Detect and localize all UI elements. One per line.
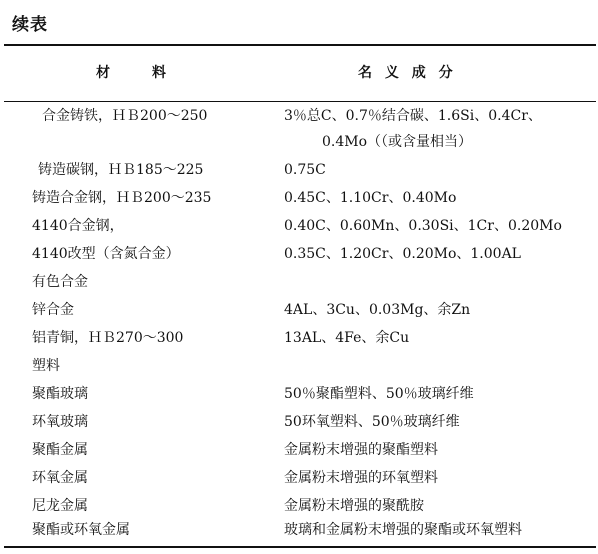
composition-cell: 金属粉末增强的聚酰胺 [284,498,424,514]
table-row [0,158,598,182]
material-cell: 环氧金属 [32,470,88,486]
table-row [0,438,598,462]
table-top-rule [4,44,596,46]
material-cell: 聚酯玻璃 [32,386,88,402]
composition-cell: 0.45C、1.10Cr、0.40Mo [284,190,457,206]
composition-cell: 3％总C、0.7％结合碳、1.6Si、0.4Cr、 [284,108,542,124]
composition-cell: 玻璃和金属粉末增强的聚酯或环氧塑料 [284,522,522,538]
table-row [0,410,598,434]
section-heading: 有色合金 [32,274,88,290]
material-cell: 尼龙金属 [32,498,88,514]
table-caption: 续表 [12,15,48,35]
table-row [0,382,598,406]
table-row [0,214,598,238]
table-row [0,104,598,150]
material-cell: 环氧玻璃 [32,414,88,430]
composition-cell: 50环氧塑料、50％玻璃纤维 [284,414,460,430]
material-cell: 聚酯金属 [32,442,88,458]
composition-cell: 0.75C [284,162,326,178]
material-cell: 4140改型（含氮合金） [32,246,180,262]
table-row [0,466,598,490]
composition-cell-continued: 0.4Mo（（或含量相当） [322,134,473,150]
table-row [0,270,598,294]
material-cell: 4140合金钢， [32,218,124,234]
table-row [0,186,598,210]
composition-cell: 金属粉末增强的环氧塑料 [284,470,438,486]
header-material: 材 料 [96,65,166,81]
material-cell: 锌合金 [32,302,74,318]
table-row [0,494,598,518]
material-cell: 铸造碳钢，ＨＢ185～225 [38,162,204,178]
header-composition: 名 义 成 分 [358,65,457,81]
composition-cell: 4AL、3Cu、0.03Mg、余Zn [284,302,471,318]
table-row [0,354,598,378]
composition-cell: 13AL、4Fe、余Cu [284,330,410,346]
material-cell: 铸造合金钢，ＨＢ200～235 [32,190,212,206]
table-row [0,326,598,350]
table-bottom-rule [4,546,596,548]
composition-cell: 金属粉末增强的聚酯塑料 [284,442,438,458]
material-cell: 聚酯或环氧金属 [32,522,130,538]
composition-cell: 0.35C、1.20Cr、0.20Mo、1.00AL [284,246,521,262]
table-row [0,298,598,322]
table-row [0,518,598,542]
composition-cell: 50％聚酯塑料、50％玻璃纤维 [284,386,474,402]
material-cell: 合金铸铁，ＨＢ200～250 [42,108,208,124]
section-heading: 塑料 [32,358,60,374]
material-cell: 铝青铜，ＨＢ270～300 [32,330,184,346]
composition-cell: 0.40C、0.60Mn、0.30Si、1Cr、0.20Mo [284,218,562,234]
table-row [0,242,598,266]
header-rule [4,101,596,102]
